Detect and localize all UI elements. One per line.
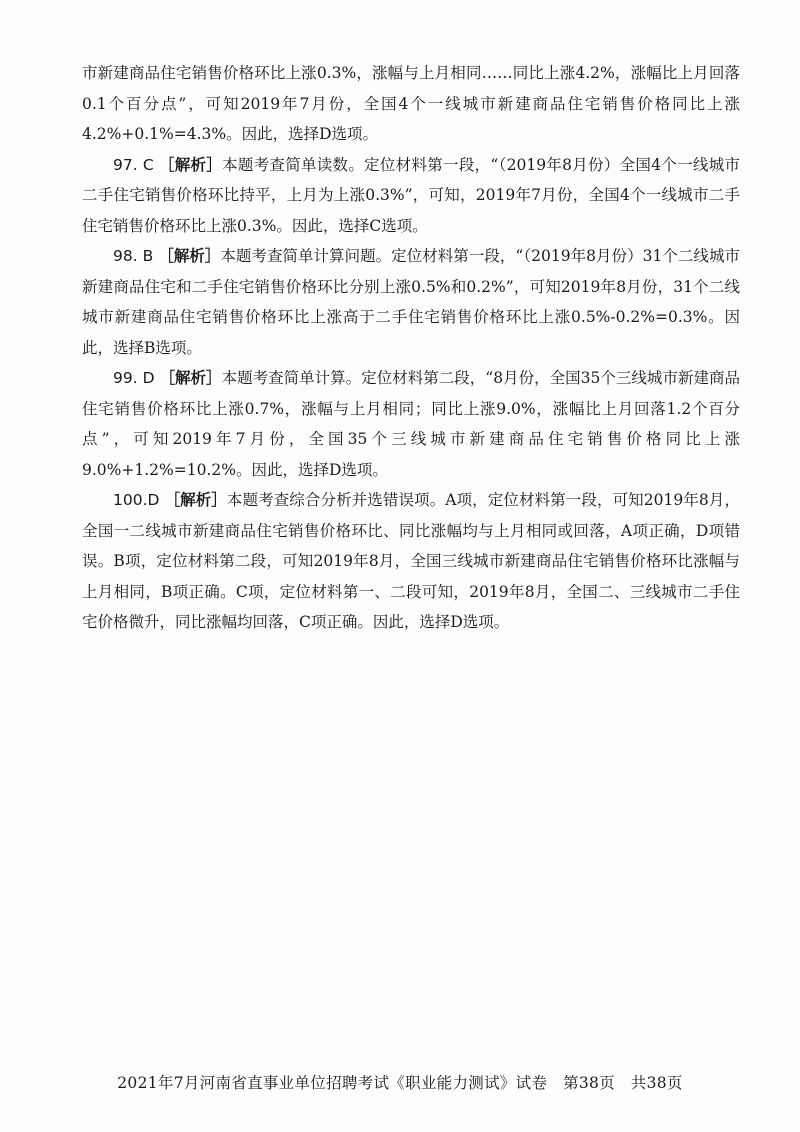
question-number: 99. [113, 369, 138, 387]
explanation-item-99 [82, 363, 740, 485]
explanation-text: 本题考查简单计算问题。定位材料第一段，“（2019年8月份）31个二线城市新建商品住宅和二手住宅销售价格环比分别上涨0.5%和0.2%”，可知2019年8月份，31个二线城市新建商品住宅销售价格环比上涨高于二手住宅销售价格环比上涨0.5%-0.2%=0.3%。因此，选择B选项。 [82, 247, 740, 357]
question-number: 100. [113, 491, 148, 509]
question-number: 97. [113, 155, 138, 174]
answer-explanations [82, 58, 740, 638]
analysis-tag: ［解析］ [159, 369, 222, 387]
page-footer: 2021年7月河南省直事业单位招聘考试《职业能力测试》试卷 第38页 共38页 [117, 1074, 683, 1092]
explanation-text: 本题考查简单计算。定位材料第二段，“8月份，全国35个三线城市新建商品住宅销售价格环比上涨0.7%，涨幅与上月相同；同比上涨9.0%，涨幅比上月回落1.2个百分点”，可知2019年7月份，全国35个三线城市新建商品住宅销售价格同比上涨9.0%+1.2%=10.2%。因此，选择D选项。 [82, 369, 740, 479]
answer-letter: D [142, 369, 155, 387]
explanation-item-97 [82, 150, 740, 242]
analysis-tag: ［解析］ [164, 491, 227, 509]
continuation-paragraph: 市新建商品住宅销售价格环比上涨0.3%，涨幅与上月相同……同比上涨4.2%，涨幅比上月回落0.1个百分点”，可知2019年7月份，全国4个一线城市新建商品住宅销售价格同比上涨4.2%+0.1%=4.3%。因此，选择D选项。 [82, 64, 740, 143]
analysis-tag: ［解析］ [158, 155, 223, 174]
explanation-text: 本题考查简单读数。定位材料第一段，“（2019年8月份）全国4个一线城市二手住宅销售价格环比持平，上月为上涨0.3%”，可知，2019年7月份，全国4个一线城市二手住宅销售价格环比上涨0.3%。因此，选择C选项。 [82, 155, 740, 235]
answer-letter: B [142, 247, 154, 265]
explanation-item-98 [82, 241, 740, 363]
analysis-tag: ［解析］ [158, 247, 221, 265]
explanation-item-100 [82, 485, 740, 638]
answer-letter: C [142, 155, 154, 174]
explanation-text: 本题考查综合分析并选错误项。A项，定位材料第一段，可知2019年8月，全国一二线城市新建商品住宅销售价格环比、同比涨幅均与上月相同或回落，A项正确，D项错误。B项，定位材料第二段，可知2019年8月，全国三线城市新建商品住宅销售价格环比涨幅与上月相同，B项正确。C项，定位材料第一、二段可知，2019年8月，全国二、三线城市二手住宅价格微升，同比涨幅均回落，C项正确。因此，选择D选项。 [82, 491, 740, 631]
answer-letter: D [147, 491, 160, 509]
question-number: 98. [113, 247, 138, 265]
